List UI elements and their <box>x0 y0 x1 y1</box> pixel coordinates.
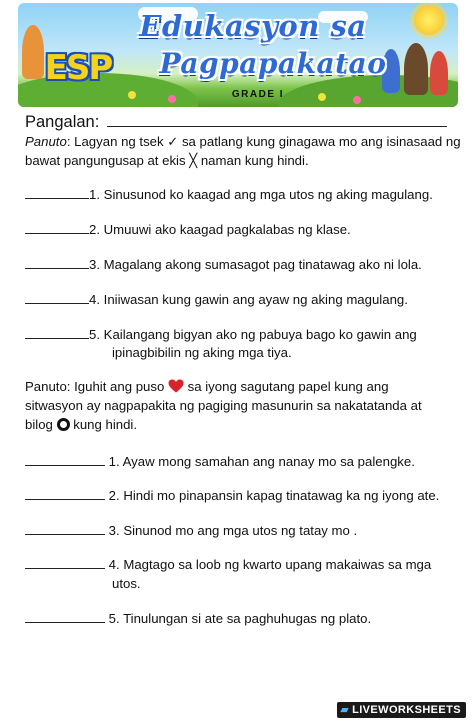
instruction-text: bilog <box>25 417 53 432</box>
answer-blank[interactable] <box>25 198 89 199</box>
heart-icon <box>168 379 184 393</box>
item-text: 5. Kailangang bigyan ako ng pabuya bago ko gawin ang <box>89 327 417 342</box>
section1-item <box>25 327 417 343</box>
circle-icon <box>57 418 70 431</box>
answer-blank[interactable] <box>25 622 105 623</box>
section1-item <box>25 187 433 203</box>
answer-blank[interactable] <box>25 338 89 339</box>
answer-blank[interactable] <box>25 303 89 304</box>
section2-item <box>25 454 415 470</box>
name-blank[interactable] <box>107 126 447 127</box>
item-text: 2. Hindi mo pinapansin kapag tinatawag ka ng iyong ate. <box>108 488 440 503</box>
answer-blank[interactable] <box>25 233 89 234</box>
item-text: 3. Sinunod mo ang mga utos ng tatay mo . <box>108 523 358 538</box>
section1-item-continuation: ipinagbibilin ng aking mga tiya. <box>112 345 292 360</box>
section2-item <box>25 557 431 573</box>
instruction-text: kung hindi. <box>73 417 138 432</box>
answer-blank[interactable] <box>25 568 105 569</box>
instruction-label: Panuto <box>25 134 67 149</box>
section2-instruction-line1 <box>25 379 389 395</box>
section1-instruction-line2: bawat pangungusap at ekis ╳ naman kung hindi. <box>25 153 309 168</box>
instruction-text: sa iyong sagutang papel kung ang <box>187 379 389 394</box>
answer-blank[interactable] <box>25 268 89 269</box>
item-text: 4. Magtago sa loob ng kwarto upang makaiwas sa mga <box>108 557 432 572</box>
banner-title-line2: Pagpapakatao <box>159 47 387 80</box>
item-text: 1. Sinusunod ko kaagad ang mga utos ng aking magulang. <box>89 187 433 202</box>
name-label: Pangalan: <box>25 113 100 131</box>
section1-item <box>25 257 422 273</box>
item-text: 1. Ayaw mong samahan ang nanay mo sa palengke. <box>108 454 415 469</box>
header-banner <box>18 3 458 107</box>
name-row <box>25 114 447 131</box>
section1-instruction-line1 <box>25 134 461 150</box>
esp-logo: ESP <box>44 48 112 88</box>
item-text: 4. Iniiwasan kung gawin ang ayaw ng aking magulang. <box>89 292 408 307</box>
section2-item <box>25 523 357 539</box>
section2-item <box>25 611 371 627</box>
section1-item <box>25 292 408 308</box>
answer-blank[interactable] <box>25 499 105 500</box>
section2-instruction-line2: sitwasyon ay nagpapakita ng pagiging masunurin sa nakatatanda at <box>25 398 422 413</box>
answer-blank[interactable] <box>25 534 105 535</box>
grade-label: GRADE I <box>231 89 285 100</box>
flower <box>353 96 361 104</box>
flower <box>168 95 176 103</box>
instruction-text: Panuto: Iguhit ang puso <box>25 379 165 394</box>
section1-item <box>25 222 351 238</box>
section2-item-continuation: utos. <box>112 576 141 591</box>
answer-blank[interactable] <box>25 465 105 466</box>
flower <box>128 91 136 99</box>
item-text: 2. Umuuwi ako kaagad pagkalabas ng klase. <box>89 222 351 237</box>
liveworksheets-logo-icon: ▰ <box>340 704 350 716</box>
liveworksheets-watermark[interactable] <box>337 702 466 718</box>
instruction-text: : Lagyan ng tsek ✓ sa patlang kung ginagawa mo ang isinasaad ng <box>66 134 461 149</box>
footer-brand: LIVEWORKSHEETS <box>352 704 461 716</box>
banner-title-line1: Edukasyon sa <box>139 9 367 43</box>
item-text: 3. Magalang akong sumasagot pag tinatawag ako ni lola. <box>89 257 422 272</box>
flower <box>318 93 326 101</box>
item-text: 5. Tinulungan si ate sa paghuhugas ng plato. <box>108 611 372 626</box>
section2-item <box>25 488 439 504</box>
section2-instruction-line3 <box>25 417 137 433</box>
